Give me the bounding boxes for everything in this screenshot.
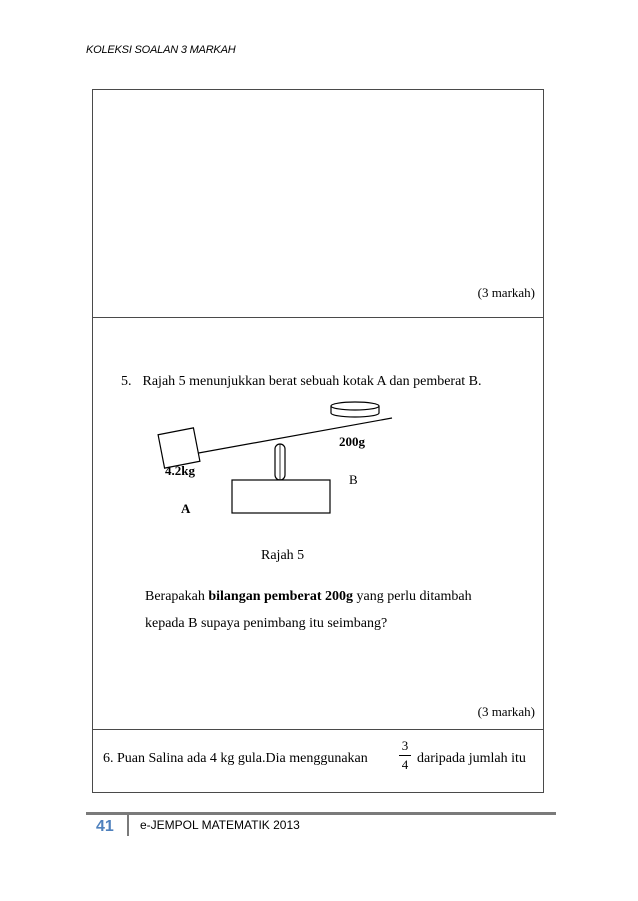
question-line-2: kepada B supaya penimbang itu seimbang? xyxy=(145,616,388,631)
balance-diagram xyxy=(93,318,543,548)
balance-base xyxy=(232,480,330,513)
marks-label: (3 markah) xyxy=(477,704,535,719)
question-box-q6 xyxy=(92,729,544,793)
question-box-q5 xyxy=(92,317,544,730)
marks-label: (3 markah) xyxy=(477,285,535,300)
question-line-1: Berapakah bilangan pemberat 200g yang perlu ditambah xyxy=(145,589,472,604)
question-number: 5. xyxy=(121,374,132,389)
figure-caption: Rajah 5 xyxy=(261,548,305,563)
fraction-denominator: 4 xyxy=(401,757,409,772)
answer-box-q4 xyxy=(92,89,544,318)
weight-b-top xyxy=(331,402,379,410)
footer-divider xyxy=(86,812,556,815)
label-200g: 200g xyxy=(339,434,365,449)
question-6-text: 6. Puan Salina ada 4 kg gula.Dia menggunakan xyxy=(103,751,368,766)
fraction-three-quarters xyxy=(399,738,411,773)
page-header: KOLEKSI SOALAN 3 MARKAH xyxy=(86,44,236,56)
page-number: 41 xyxy=(96,818,114,835)
label-b: B xyxy=(349,472,358,487)
footer-separator xyxy=(127,814,129,836)
question-6-text-after: daripada jumlah itu xyxy=(417,751,526,766)
question-emphasis: bilangan pemberat 200g xyxy=(208,589,354,604)
footer-title: e-JEMPOL MATEMATIK 2013 xyxy=(140,818,300,832)
question-statement: Rajah 5 menunjukkan berat sebuah kotak A dan pemberat B. xyxy=(142,374,482,389)
label-4-2kg: 4.2kg xyxy=(165,463,195,478)
label-a: A xyxy=(181,501,191,516)
fraction-numerator: 3 xyxy=(401,738,409,753)
